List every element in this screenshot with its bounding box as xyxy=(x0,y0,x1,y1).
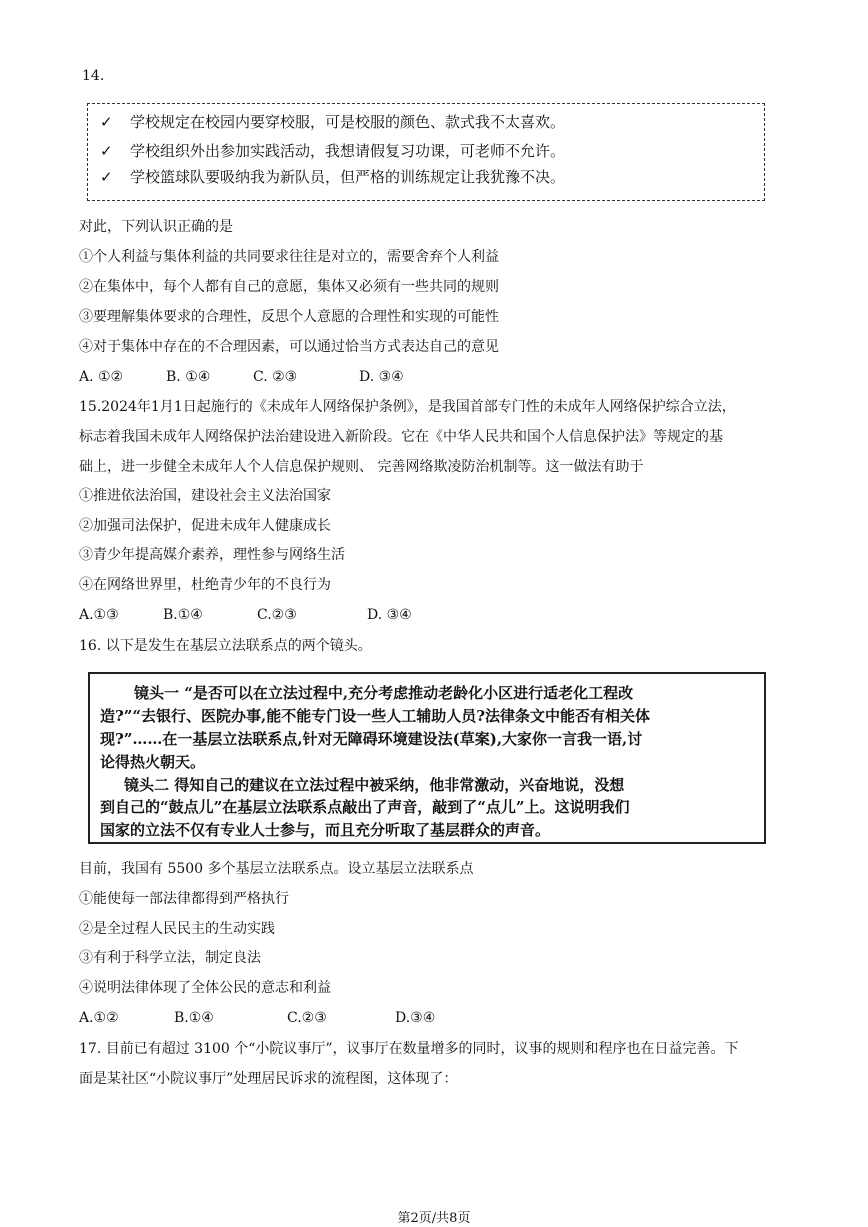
scene-line: 论得热火朝天。 xyxy=(100,753,206,771)
statement: ②加强司法保护，促进未成年人健康成长 xyxy=(79,518,331,534)
question-17-text: 面是某社区“小院议事厅”处理居民诉求的流程图，这体现了： xyxy=(79,1071,458,1087)
option-b[interactable]: B.①④ xyxy=(163,607,203,623)
scenario-item xyxy=(100,112,565,132)
scenario-item xyxy=(100,141,565,161)
question-14-options xyxy=(79,367,404,387)
check-icon: ✓ xyxy=(100,142,113,160)
option-a[interactable]: A.①③ xyxy=(79,607,119,623)
question-14-scenario-box xyxy=(87,103,765,201)
question-15-text: 标志着我国未成年人网络保护法治建设进入新阶段。它在《中华人民共和国个人信息保护法》等规定的基 xyxy=(79,429,723,445)
page-footer: 第2页/共8页 xyxy=(397,1211,471,1226)
scene-line: 现?”……在一基层立法联系点,针对无障碍环境建设法(草案),大家你一言我一语,讨 xyxy=(100,730,643,748)
question-16-options xyxy=(79,1008,435,1028)
option-d[interactable]: D. ③④ xyxy=(367,607,412,623)
question-15-text: 15.2024年1月1日起施行的《未成年人网络保护条例》，是我国首部专门性的未成年人网络保护综合立法， xyxy=(79,399,736,415)
option-c[interactable]: C. ②③ xyxy=(253,369,298,385)
question-14-number: 14. xyxy=(82,68,105,84)
check-icon: ✓ xyxy=(100,113,113,131)
statement: ③青少年提高媒介素养，理性参与网络生活 xyxy=(79,547,345,563)
question-14-stem: 对此，下列认识正确的是 xyxy=(79,219,233,235)
question-16-stem: 目前，我国有 5500 多个基层立法联系点。设立基层立法联系点 xyxy=(79,861,474,877)
option-c[interactable]: C.②③ xyxy=(287,1010,327,1026)
option-d[interactable]: D.③④ xyxy=(395,1010,436,1026)
statement: ①能使每一部法律都得到严格执行 xyxy=(79,891,289,907)
statement: ①推进依法治国，建设社会主义法治国家 xyxy=(79,488,331,504)
statement: ③有利于科学立法，制定良法 xyxy=(79,950,261,966)
option-d[interactable]: D. ③④ xyxy=(359,369,404,385)
option-a[interactable]: A.①② xyxy=(79,1010,119,1026)
scenario-item xyxy=(100,167,565,187)
question-15-options xyxy=(79,605,412,625)
scene-line: 到自己的“鼓点儿”在基层立法联系点敲出了声音，敲到了“点儿”上。这说明我们 xyxy=(100,798,630,816)
statement: ③要理解集体要求的合理性，反思个人意愿的合理性和实现的可能性 xyxy=(79,309,499,325)
question-17-text: 17. 目前已有超过 3100 个“小院议事厅”，议事厅在数量增多的同时，议事的规则和程序也在日益完善。下 xyxy=(79,1041,739,1057)
scene-line: 国家的立法不仅有专业人士参与，而且充分听取了基层群众的声音。 xyxy=(100,821,551,839)
statement: ②在集体中，每个人都有自己的意愿，集体又必须有一些共同的规则 xyxy=(79,279,499,295)
statement: ④对于集体中存在的不合理因素，可以通过恰当方式表达自己的意见 xyxy=(79,339,499,355)
option-b[interactable]: B.①④ xyxy=(174,1010,214,1026)
statement: ②是全过程人民民主的生动实践 xyxy=(79,921,275,937)
scenario-text: 学校组织外出参加实践活动，我想请假复习功课，可老师不允许。 xyxy=(130,142,566,160)
check-icon: ✓ xyxy=(100,168,113,186)
scenario-text: 学校规定在校园内要穿校服，可是校服的颜色、款式我不太喜欢。 xyxy=(130,113,566,131)
option-b[interactable]: B. ①④ xyxy=(166,369,211,385)
scenario-text: 学校篮球队要吸纳我为新队员，但严格的训练规定让我犹豫不决。 xyxy=(130,168,566,186)
option-c[interactable]: C.②③ xyxy=(257,607,297,623)
scene-line: 造?”“去银行、医院办事,能不能专门设一些人工辅助人员?法律条文中能否有相关体 xyxy=(100,707,651,725)
question-16-scene-box xyxy=(88,672,766,844)
option-a[interactable]: A. ①② xyxy=(79,369,124,385)
statement: ①个人利益与集体利益的共同要求往往是对立的，需要舍弃个人利益 xyxy=(79,249,499,265)
question-15-text: 础上，进一步健全未成年人个人信息保护规则、 完善网络欺凌防治机制等。这一做法有助于 xyxy=(79,459,644,475)
question-16-intro: 16. 以下是发生在基层立法联系点的两个镜头。 xyxy=(79,638,372,654)
scene-line: 镜头二 得知自己的建议在立法过程中被采纳，他非常激动，兴奋地说，没想 xyxy=(124,776,625,794)
statement: ④在网络世界里，杜绝青少年的不良行为 xyxy=(79,577,331,593)
scene-line: 镜头一 “是否可以在立法过程中,充分考虑推动老龄化小区进行适老化工程改 xyxy=(134,684,634,702)
statement: ④说明法律体现了全体公民的意志和利益 xyxy=(79,980,331,996)
